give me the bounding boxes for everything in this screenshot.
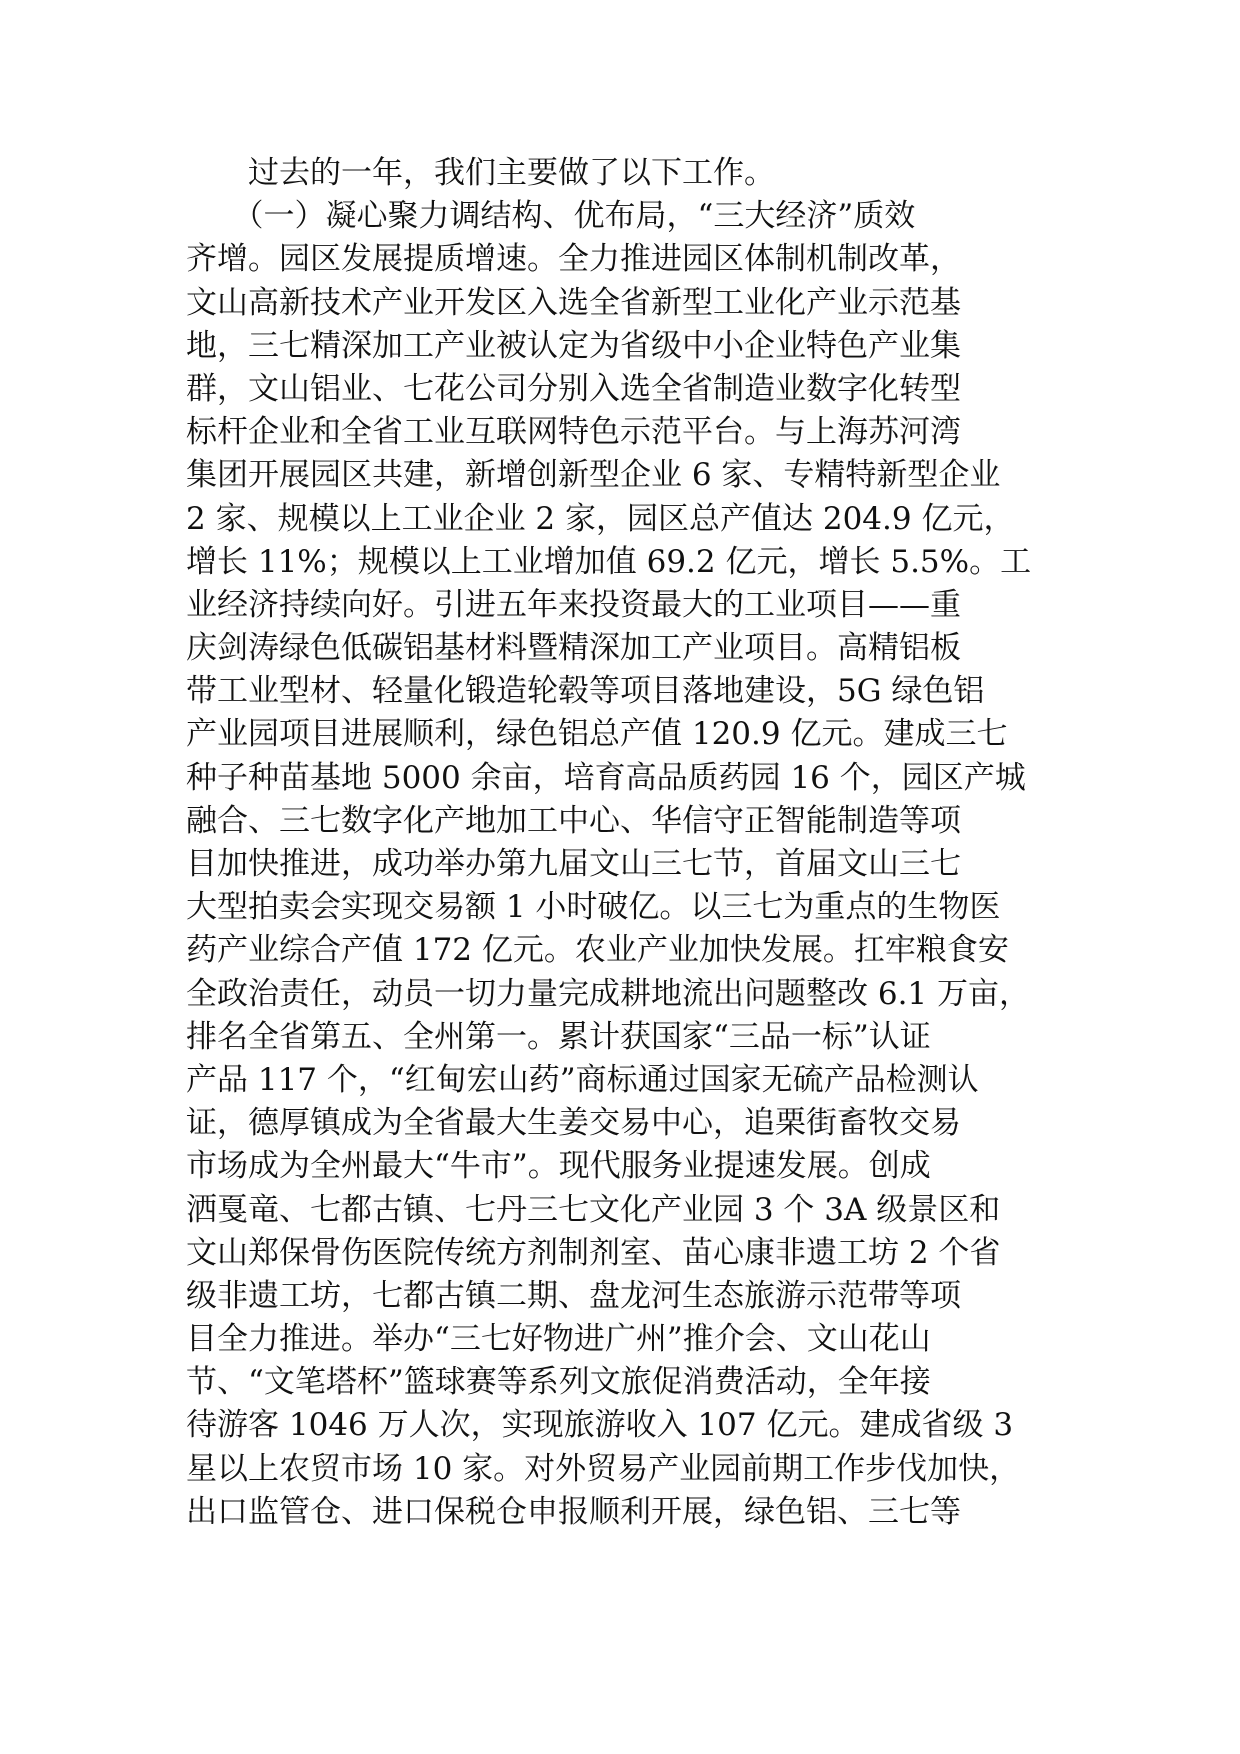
text-line: 集团开展园区共建，新增创新型企业 6 家、专精特新型企业 [186,457,1001,494]
text-line: 待游客 1046 万人次，实现旅游收入 107 亿元。建成省级 3 [186,1407,1014,1444]
text-line: 出口监管仓、进口保税仓申报顺利开展，绿色铝、三七等 [186,1493,961,1530]
text-line: 业经济持续向好。引进五年来投资最大的工业项目——重 [186,586,961,623]
text-line: 群，文山铝业、七花公司分别入选全省制造业数字化转型 [186,370,961,407]
text-line: 地，三七精深加工产业被认定为省级中小企业特色产业集 [186,327,961,364]
text-line: 洒戛竜、七都古镇、七丹三七文化产业园 3 个 3A 级景区和 [186,1191,1001,1228]
text-line: 庆剑涛绿色低碳铝基材料暨精深加工产业项目。高精铝板 [186,630,961,667]
text-line: 节、“文笔塔杯”篮球赛等系列文旅促消费活动，全年接 [186,1364,931,1401]
text-line: 融合、三七数字化产地加工中心、华信守正智能制造等项 [186,802,961,839]
body-text [186,152,1066,1534]
text-line: 产品 117 个，“红甸宏山药”商标通过国家无硫产品检测认 [186,1061,979,1098]
text-line: 市场成为全州最大“牛市”。现代服务业提速发展。创成 [186,1148,931,1185]
text-line: 增长 11%；规模以上工业增加值 69.2 亿元，增长 5.5%。工 [186,543,1032,580]
text-line: 带工业型材、轻量化锻造轮毂等项目落地建设，5G 绿色铝 [186,673,985,710]
text-line: 药产业综合产值 172 亿元。农业产业加快发展。扛牢粮食安 [186,932,1009,969]
text-line: 文山高新技术产业开发区入选全省新型工业化产业示范基 [186,284,961,321]
text-line: 大型拍卖会实现交易额 1 小时破亿。以三七为重点的生物医 [186,889,1001,926]
text-line: 排名全省第五、全州第一。累计获国家“三品一标”认证 [186,1018,931,1055]
text-line: 齐增。园区发展提质增速。全力推进园区体制机制改革， [186,241,961,278]
text-line: 级非遗工坊，七都古镇二期、盘龙河生态旅游示范带等项 [186,1277,961,1314]
text-line: 证，德厚镇成为全省最大生姜交易中心，追栗街畜牧交易 [186,1105,961,1142]
text-line: 目加快推进，成功举办第九届文山三七节，首届文山三七 [186,846,961,882]
text-line: 产业园项目进展顺利，绿色铝总产值 120.9 亿元。建成三七 [186,716,1008,753]
text-line: 过去的一年，我们主要做了以下工作。 [186,155,775,191]
text-line: 种子种苗基地 5000 余亩，培育高品质药园 16 个，园区产城 [186,759,1026,796]
text-line: 目全力推进。举办“三七好物进广州”推介会、文山花山 [186,1321,931,1358]
text-line: 2 家、规模以上工业企业 2 家，园区总产值达 204.9 亿元， [186,500,1015,537]
text-line: 标杆企业和全省工业互联网特色示范平台。与上海苏河湾 [186,414,961,451]
section-heading-line: （一）凝心聚力调结构、优布局，“三大经济”质效 [186,198,916,235]
text-line: 星以上农贸市场 10 家。对外贸易产业园前期工作步伐加快， [186,1450,1021,1487]
text-line: 全政治责任，动员一切力量完成耕地流出问题整改 6.1 万亩， [186,975,1031,1012]
text-line: 文山郑保骨伤医院传统方剂制剂室、苗心康非遗工坊 2 个省 [186,1234,1001,1271]
